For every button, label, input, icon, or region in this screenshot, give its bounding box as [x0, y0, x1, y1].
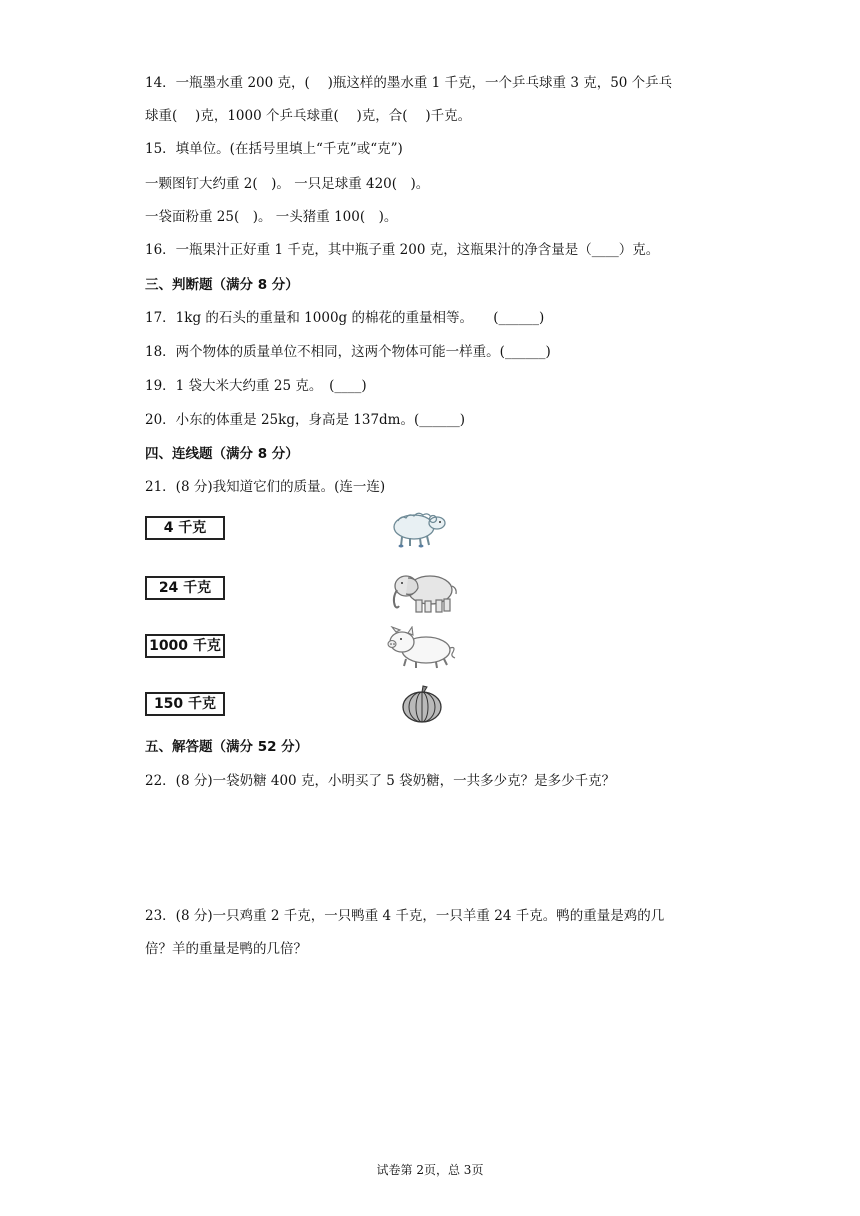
section-heading-judgement: 三、判断题（满分 8 分） [145, 277, 299, 293]
q16: 16．一瓶果汁正好重 1 千克，其中瓶子重 200 克，这瓶果汁的净含量是（____）克。 [145, 242, 660, 258]
q15-line1: 15．填单位。(在括号里填上“千克”或“克”) [145, 141, 403, 157]
q15-line2: 一颗图钉大约重 2( )。 一只足球重 420( )。 [145, 176, 430, 192]
match-box-150kg: 150 千克 [145, 692, 225, 716]
q23-line1: 23．(8 分)一只鸡重 2 千克，一只鸭重 4 千克，一只羊重 24 千克。鸭的重量是鸡的几 [145, 908, 665, 924]
section-heading-answer: 五、解答题（满分 52 分） [145, 739, 309, 755]
sheep-icon [388, 508, 450, 550]
q23-line2: 倍？羊的重量是鸭的几倍？ [145, 941, 307, 957]
q14-line1: 14．一瓶墨水重 200 克，( )瓶这样的墨水重 1 千克，一个乒乓球重 3 克，50 个乒乓 [145, 75, 673, 91]
q20: 20．小东的体重是 25kg，身高是 137dm。(______) [145, 412, 466, 428]
q18: 18．两个物体的质量单位不相同，这两个物体可能一样重。(______) [145, 344, 551, 360]
match-box-1000kg: 1000 千克 [145, 634, 225, 658]
q17: 17．1kg 的石头的重量和 1000g 的棉花的重量相等。 (______) [145, 310, 545, 326]
q15-line3: 一袋面粉重 25( )。 一头猪重 100( )。 [145, 209, 398, 225]
match-box-4kg: 4 千克 [145, 516, 225, 540]
q14-line2: 球重( )克，1000 个乒乓球重( )克，合( )千克。 [145, 108, 472, 124]
pig-icon [384, 626, 456, 670]
match-box-24kg: 24 千克 [145, 576, 225, 600]
elephant-icon [390, 570, 460, 616]
section-heading-matching: 四、连线题（满分 8 分） [145, 446, 299, 462]
q21: 21．(8 分)我知道它们的质量。(连一连) [145, 479, 386, 495]
page-footer: 试卷第 2页，总 3页 [376, 1163, 484, 1177]
q19: 19．1 袋大米大约重 25 克。 (____) [145, 378, 367, 394]
q22: 22．(8 分)一袋奶糖 400 克，小明买了 5 袋奶糖，一共多少克？是多少千克？ [145, 773, 616, 789]
pumpkin-icon [400, 685, 444, 725]
